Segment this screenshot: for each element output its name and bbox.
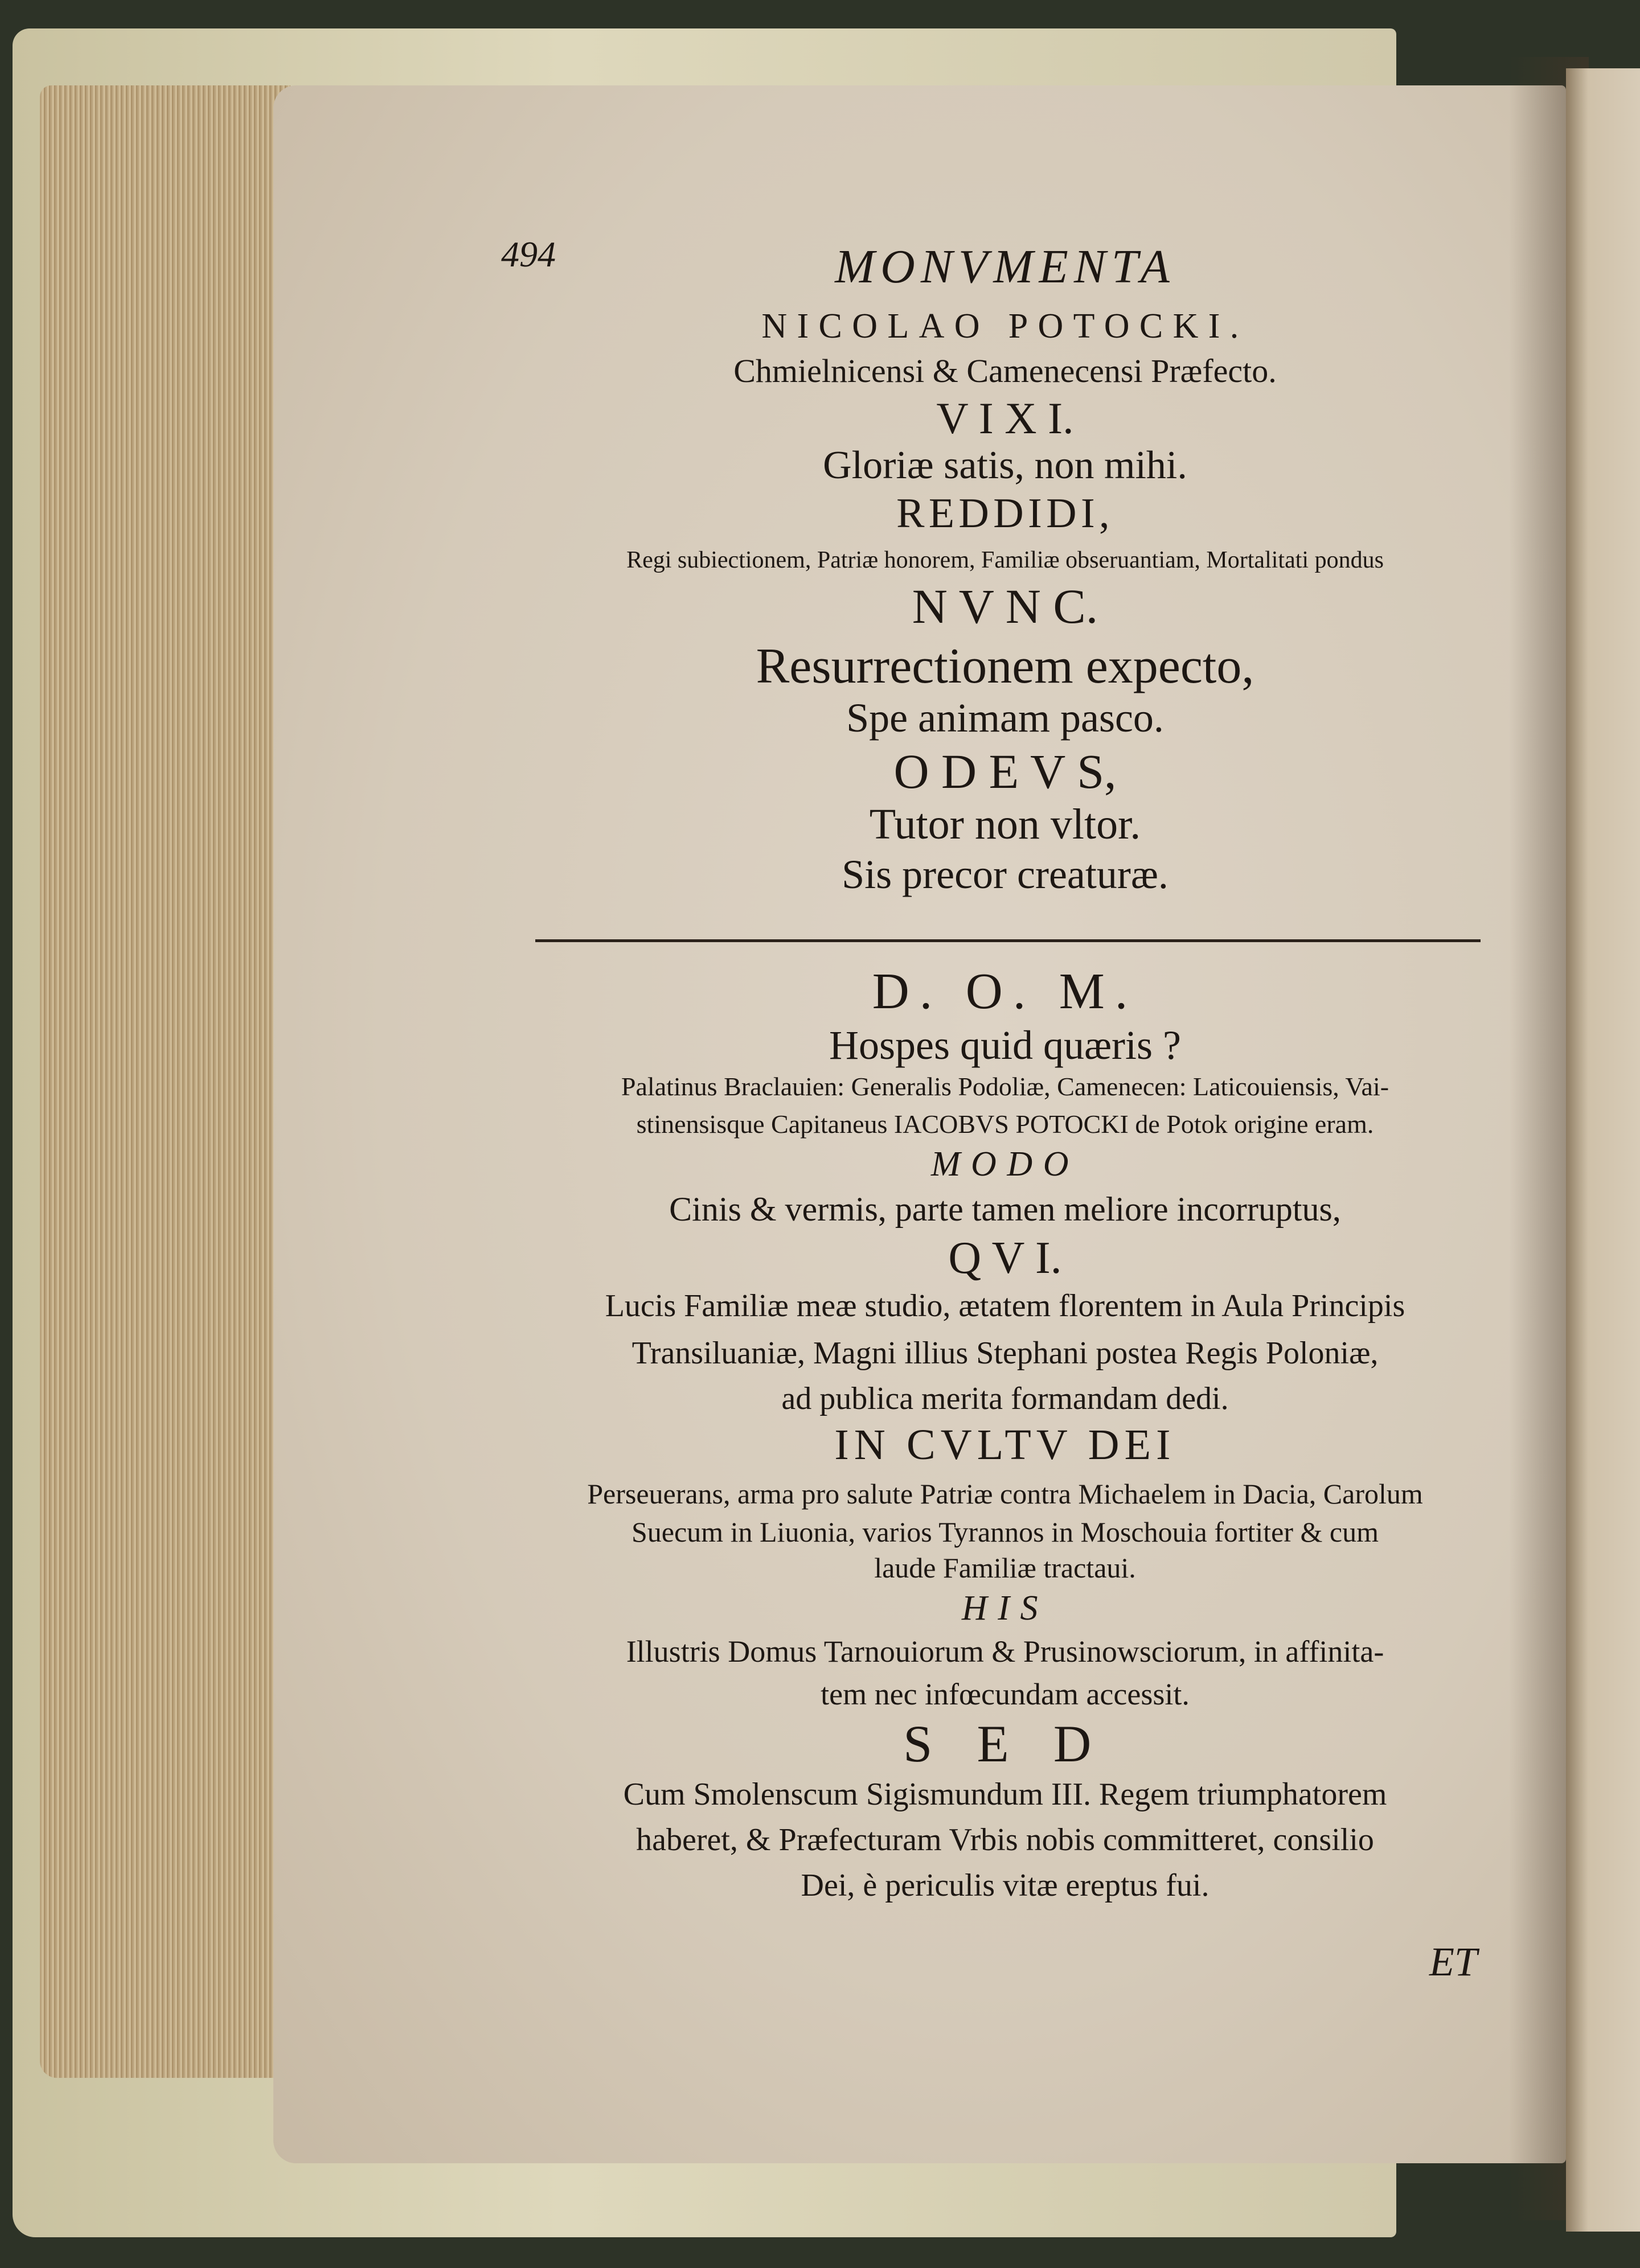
epitaph2-line: Lucis Familiæ meæ studio, ætatem florentem in Aula Principis — [605, 1288, 1405, 1324]
epitaph1-line: Regi subiectionem, Patriæ honorem, Familiæ obseruantiam, Mortalitati pondus — [626, 547, 1384, 573]
epitaph2-line: Perseuerans, arma pro salute Patriæ contra Michaelem in Dacia, Carolum — [587, 1478, 1423, 1510]
epitaph2-line: HIS — [961, 1589, 1049, 1628]
epitaph2-line: tem nec infœcundam accessit. — [821, 1677, 1190, 1711]
epitaph1-line: O D E V S, — [893, 744, 1117, 799]
epitaph2-line: Transiluaniæ, Magni illius Stephani postea Regis Poloniæ, — [632, 1336, 1379, 1371]
epitaph2-line: Cinis & vermis, parte tamen meliore incorruptus, — [669, 1190, 1341, 1228]
epitaph1-line: Tutor non vltor. — [869, 800, 1141, 848]
epitaph2-line: Illustris Domus Tarnouiorum & Prusinowsciorum, in affinita- — [626, 1634, 1384, 1669]
right-page-edge — [1566, 68, 1640, 2232]
section-divider — [535, 939, 1481, 942]
epitaph2-line: S E D — [903, 1715, 1107, 1773]
epitaph2-line: ad publica merita formandam dedi. — [781, 1381, 1229, 1416]
epitaph2-line: Q V I. — [948, 1233, 1062, 1283]
epitaph2-line: IN CVLTV DEI — [834, 1421, 1176, 1469]
epitaph1-line: Spe animam pasco. — [846, 695, 1164, 741]
epitaph2-line: Suecum in Liuonia, varios Tyrannos in Moschouia fortiter & cum — [631, 1516, 1379, 1548]
epitaph2-line: Hospes quid quæris ? — [829, 1022, 1181, 1068]
epitaph2-line: stinensisque Capitaneus IACOBVS POTOCKI de Potok origine eram. — [636, 1110, 1374, 1139]
epitaph2-line: MODO — [930, 1145, 1080, 1184]
epitaph1-line: V I X I. — [936, 393, 1074, 443]
epitaph2-line: Palatinus Braclauien: Generalis Podoliæ, Camenecen: Laticouiensis, Vai- — [621, 1072, 1389, 1101]
page-number: 494 — [501, 234, 556, 274]
catchword: ET — [1429, 1939, 1478, 1984]
epitaph1-line: Resurrectionem expecto, — [756, 639, 1254, 694]
epitaph2-line: Cum Smolenscum Sigismundum III. Regem triumphatorem — [623, 1777, 1387, 1812]
epitaph1-line: NICOLAO POTOCKI. — [761, 307, 1249, 346]
running-title: MONVMENTA — [835, 240, 1175, 293]
epitaph1-line: REDDIDI, — [896, 490, 1114, 537]
page-edges — [40, 85, 290, 2078]
epitaph1-line: Gloriæ satis, non mihi. — [823, 443, 1187, 487]
epitaph2-line: haberet, & Præfecturam Vrbis nobis committeret, consilio — [636, 1822, 1374, 1858]
epitaph2-line: D. O. M. — [872, 963, 1138, 1020]
epitaph1-line: N V N C. — [912, 579, 1098, 634]
epitaph1-line: Sis precor creaturæ. — [842, 852, 1168, 897]
epitaph1-line: Chmielnicensi & Camenecensi Præfecto. — [733, 352, 1277, 389]
epitaph2-line: laude Familiæ tractaui. — [874, 1552, 1136, 1584]
epitaph2-line: Dei, è periculis vitæ ereptus fui. — [801, 1868, 1210, 1903]
